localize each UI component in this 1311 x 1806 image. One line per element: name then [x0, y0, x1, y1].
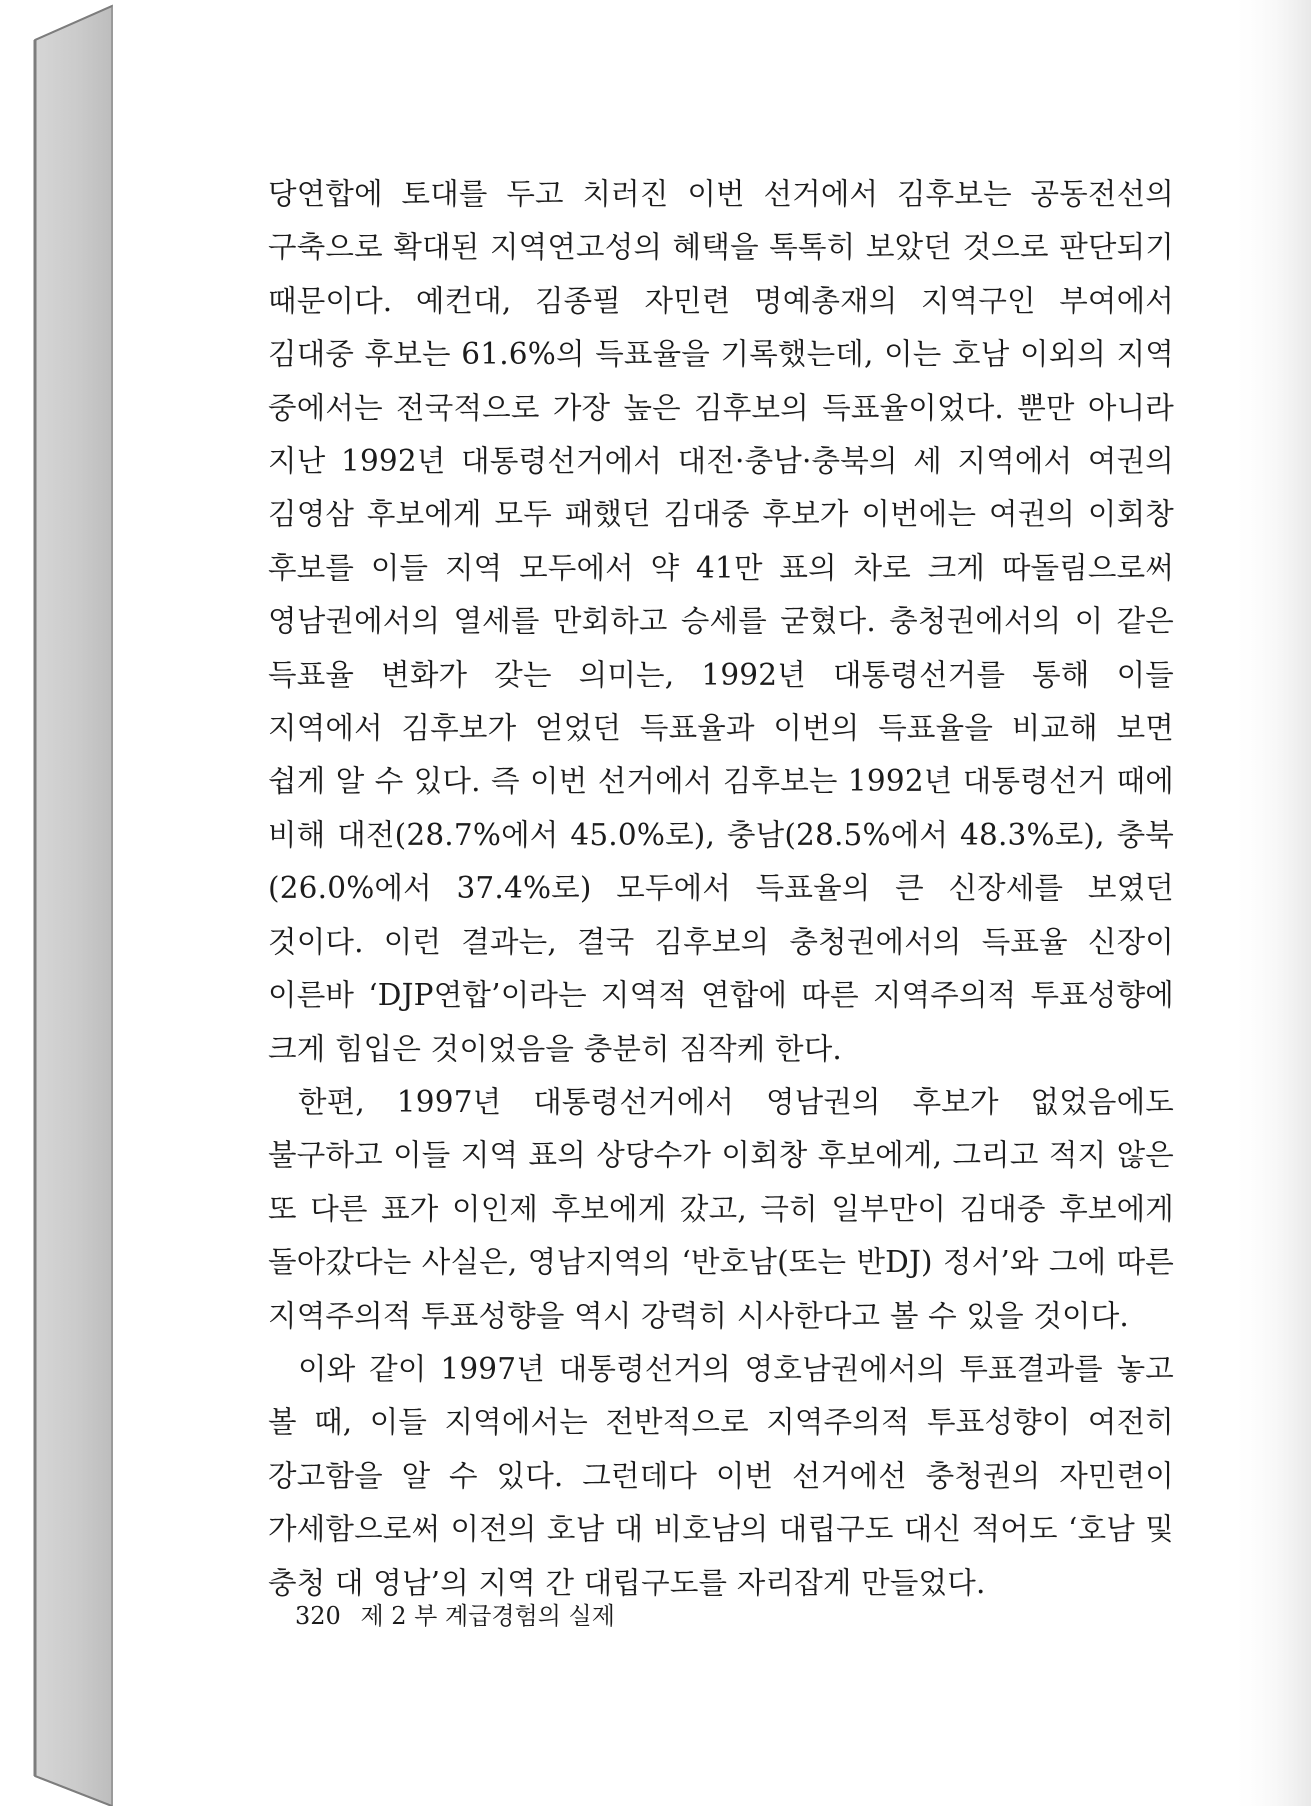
page-edge-shade — [1230, 0, 1311, 1806]
paragraph-3: 이와 같이 1997년 대통령선거의 영호남권에서의 투표결과를 놓고 볼 때, 이들 지역에서는 전반적으로 지역주의적 투표성향이 여전히 강고함을 알 수 있다. 그런데다 이번 선거에선 충청권의 자민련이 가세함으로써 이전의 호남 대 비호남의 대립구도 대신 적어도 ‘호남 및 충청 대 영남’의 지역 간 대립구도를 자리잡게 만들었다. — [268, 1351, 1174, 1600]
page-footer — [295, 1596, 615, 1631]
paragraph-2: 한편, 1997년 대통령선거에서 영남권의 후보가 없었음에도 불구하고 이들 지역 표의 상당수가 이회창 후보에게, 그리고 적지 않은 또 다른 표가 이인제 후보에게 갔고, 극히 일부만이 김대중 후보에게 돌아갔다는 사실은, 영남지역의 ‘반호남(또는 반DJ) 정서’와 그에 따른 지역주의적 투표성향을 역시 강력히 시사한다고 볼 수 있을 것이다. — [268, 1084, 1174, 1333]
paragraph-1: 당연합에 토대를 두고 치러진 이번 선거에서 김후보는 공동전선의 구축으로 확대된 지역연고성의 혜택을 톡톡히 보았던 것으로 판단되기 때문이다. 예컨대, 김종필 자민련 명예총재의 지역구인 부여에서 김대중 후보는 61.6%의 득표율을 기록했는데, 이는 호남 이외의 지역 중에서는 전국적으로 가장 높은 김후보의 득표율이었다. 뿐만 아니라 지난 1992년 대통령선거에서 대전·충남·충북의 세 지역에서 여권의 김영삼 후보에게 모두 패했던 김대중 후보가 이번에는 여권의 이회창 후보를 이들 지역 모두에서 약 41만 표의 차로 크게 따돌림으로써 영남권에서의 열세를 만회하고 승세를 굳혔다. 충청권에서의 이 같은 득표율 변화가 갖는 의미는, 1992년 대통령선거를 통해 이들 지역에서 김후보가 얻었던 득표율과 이번의 득표율을 비교해 보면 쉽게 알 수 있다. 즉 이번 선거에서 김후보는 1992년 대통령선거 때에 비해 대전(28.7%에서 45.0%로), 충남(28.5%에서 48.3%로), 충북(26.0%에서 37.4%로) 모두에서 득표율의 큰 신장세를 보였던 것이다. 이런 결과는, 결국 김후보의 충청권에서의 득표율 신장이 이른바 ‘DJP연합’이라는 지역적 연합에 따른 지역주의적 투표성향에 크게 힘입은 것이었음을 충분히 짐작케 한다. — [268, 177, 1174, 1066]
page-body — [268, 168, 1174, 1610]
section-title: 제 2 부 계급경험의 실제 — [360, 1602, 615, 1630]
page-number: 320 — [295, 1602, 341, 1630]
book-spine — [35, 6, 112, 1806]
